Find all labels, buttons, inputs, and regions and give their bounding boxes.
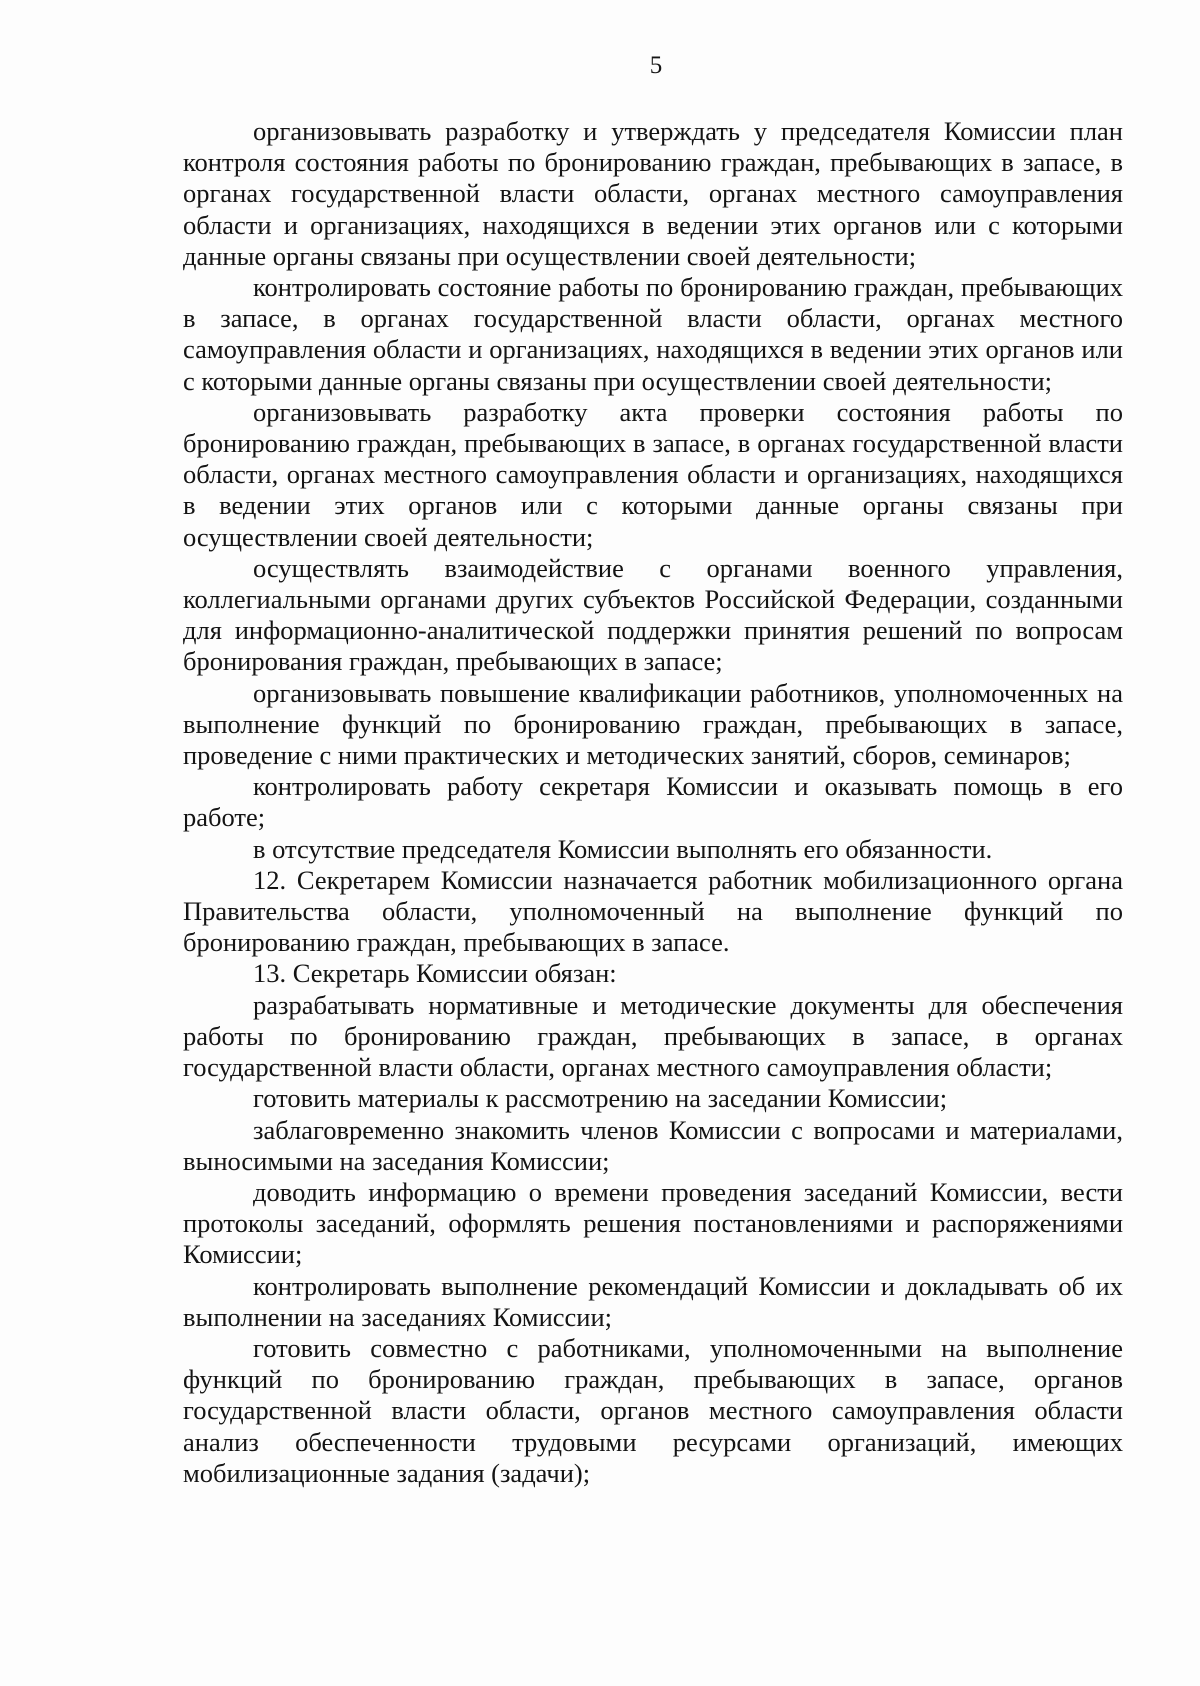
paragraph: в отсутствие председателя Комиссии выполнять его обязанности. [253,833,993,864]
paragraph-section-12: 12. Секретарем Комиссии назначается работник мобилизационного органа Правительства области, уполномоченный на выполнение функций по бронированию граждан, пребывающих в запасе. [183,864,1123,958]
paragraph: контролировать выполнение рекомендаций Комиссии и докладывать об их выполнении на заседаниях Комиссии; [183,1270,1123,1332]
page-number: 5 [649,52,663,79]
paragraph: организовывать разработку акта проверки состояния работы по бронированию граждан, пребывающих в запасе, в органах государственной власти области, органах местного самоуправления области и организациях, находящихся в ведении этих органов или с которыми данные органы связаны при осуществлении своей деятельности; [183,396,1123,552]
paragraph: заблаговременно знакомить членов Комиссии с вопросами и материалами, выносимыми на заседания Комиссии; [183,1114,1123,1176]
paragraph-section-13: 13. Секретарь Комиссии обязан: [253,958,617,989]
paragraph: готовить совместно с работниками, уполномоченными на выполнение функций по бронированию граждан, пребывающих в запасе, органов государственной власти области, органов местного самоуправления области анализ обеспеченности трудовыми ресурсами организаций, имеющих мобилизационные задания (задачи); [183,1332,1123,1488]
paragraph: разрабатывать нормативные и методические документы для обеспечения работы по бронированию граждан, пребывающих в запасе, в органах государственной власти области, органах местного самоуправления области; [183,989,1123,1083]
document-body [183,116,1123,1489]
paragraph: контролировать работу секретаря Комиссии и оказывать помощь в его работе; [183,771,1123,833]
paragraph: организовывать разработку и утверждать у председателя Комиссии план контроля состояния работы по бронированию граждан, пребывающих в запасе, в органах государственной власти области, органах местного самоуправления области и организациях, находящихся в ведении этих органов или с которыми данные органы связаны при осуществлении своей деятельности; [183,116,1123,271]
paragraph: доводить информацию о времени проведения заседаний Комиссии, вести протоколы заседаний, оформлять решения постановлениями и распоряжениями Комиссии; [183,1176,1123,1270]
paragraph: контролировать состояние работы по бронированию граждан, пребывающих в запасе, в органах государственной власти области, органах местного самоуправления области и организациях, находящихся в ведении этих органов или с которыми данные органы связаны при осуществлении своей деятельности; [183,272,1123,396]
paragraph: организовывать повышение квалификации работников, уполномоченных на выполнение функций по бронированию граждан, пребывающих в запасе, проведение с ними практических и методических занятий, сборов, семинаров; [183,677,1123,771]
paragraph: осуществлять взаимодействие с органами военного управления, коллегиальными органами других субъектов Российской Федерации, созданными для информационно-аналитической поддержки принятия решений по вопросам бронирования граждан, пребывающих в запасе; [183,552,1123,677]
paragraph: готовить материалы к рассмотрению на заседании Комиссии; [253,1083,948,1114]
